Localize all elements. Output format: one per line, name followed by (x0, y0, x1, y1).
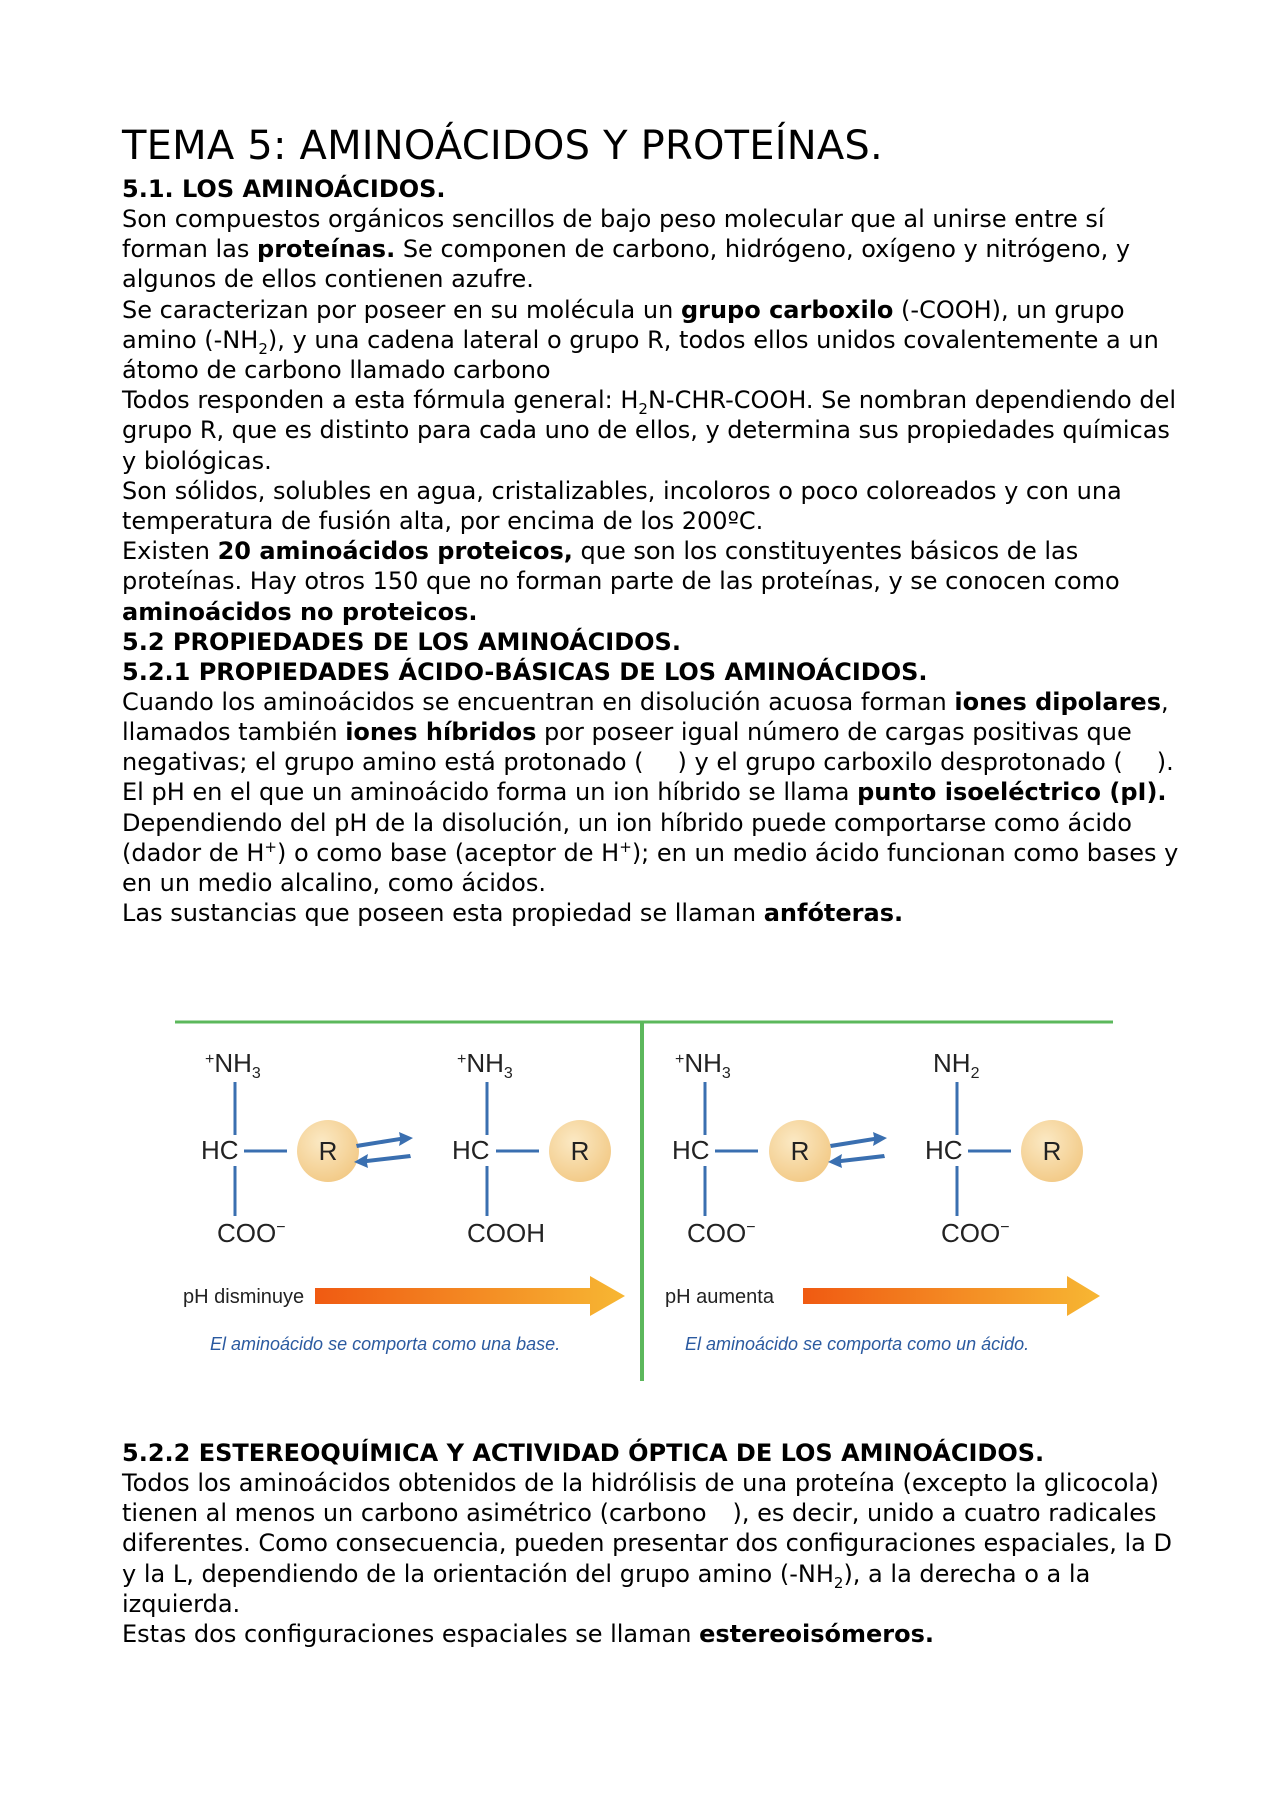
section-heading-5-2-1: 5.2.1 PROPIEDADES ÁCIDO-BÁSICAS DE LOS AMINOÁCIDOS. (122, 657, 928, 686)
left-molecule-2 (452, 1048, 545, 1248)
svg-text:HC: HC (672, 1135, 710, 1165)
left-r-label-1: R (318, 1136, 338, 1166)
left-equilibrium-arrows (354, 1132, 413, 1168)
document-page (122, 118, 1182, 928)
paragraph-10: Todos los aminoácidos obtenidos de la hidrólisis de una proteína (excepto la glicocola) tienen al menos un carbono asimétrico (carbono ), es decir, unido a cuatro radicales diferentes. Como consecuencia, pueden presentar dos configuraciones espaciales, la D y la L, dependiendo de la orientación del grupo amino $(-NH_2)$, a la derecha o a la izquierda. (122, 1469, 1172, 1618)
paragraph-8: Dependiendo del pH de la disolución, un ion híbrido puede comportarse como ácido (dador de H+) o como base (aceptor de H+); en un medio ácido funcionan como bases y en un medio alcalino, como ácidos. (122, 808, 1179, 898)
page-title: TEMA 5: AMINOÁCIDOS Y PROTEÍNAS. (122, 123, 883, 169)
paragraph-3: Todos responden a esta fórmula general: $H_2N-CHR$-COOH. Se nombran dependiendo del grupo R, que es distinto para cada uno de ellos, y determina sus propiedades químicas y biológicas. (122, 386, 1177, 475)
svg-text:NH2: $NH_2$ (933, 1048, 980, 1082)
paragraph-9: Las sustancias que poseen esta propiedad se llaman anfóteras. (122, 899, 904, 928)
right-r-label-2: R (1042, 1136, 1062, 1166)
svg-text:COO−: COO− (217, 1218, 286, 1248)
svg-text:+NH3: $^+NH_3$ (457, 1048, 513, 1082)
paragraph-5: Existen 20 aminoácidos proteicos, que son los constituyentes básicos de las proteínas. Hay otros 150 que no forman parte de las proteínas, y se conocen como aminoácidos no proteicos. (122, 537, 1120, 626)
acid-base-diagram (175, 1020, 1113, 1381)
paragraph-6: Cuando los aminoácidos se encuentran en disolución acuosa forman iones dipolares, llamados también iones híbridos por poseer igual número de cargas positivas que negativas; el grupo amino está protonado ( ) y el grupo carboxilo desprotonado ( ). (122, 687, 1174, 777)
left-r-label-2: R (570, 1136, 590, 1166)
right-equilibrium-arrows (828, 1132, 887, 1168)
left-molecule-1 (201, 1048, 287, 1248)
svg-text:COOH: COOH (467, 1218, 545, 1248)
svg-text:HC: HC (201, 1135, 239, 1165)
right-r-label-1: R (790, 1136, 810, 1166)
svg-text:COO−: COO− (941, 1218, 1010, 1248)
paragraph-1: Son compuestos orgánicos sencillos de bajo peso molecular que al unirse entre sí forman las proteínas. Se componen de carbono, hidrógeno, oxígeno y nitrógeno, y algunos de ellos contienen azufre. (122, 205, 1131, 294)
right-caption: El aminoácido se comporta como un ácido. (685, 1334, 1030, 1354)
paragraph-2: Se caracterizan por poseer en su molécula un grupo carboxilo (-COOH), un grupo amino $(-NH_2)$, y una cadena lateral o grupo R, todos ellos unidos covalentemente a un átomo de carbono llamado carbono (122, 295, 1159, 385)
svg-text:HC: HC (452, 1135, 490, 1165)
right-ph-label: pH aumenta (665, 1286, 774, 1308)
section-heading-5-2-2: 5.2.2 ESTEREOQUÍMICA Y ACTIVIDAD ÓPTICA DE LOS AMINOÁCIDOS. (122, 1439, 1045, 1467)
section-5-2-2 (122, 1438, 1182, 1649)
svg-text:+NH3: $^+NH_3$ (675, 1048, 731, 1082)
svg-text:+NH3: $^+NH_3$ (205, 1048, 261, 1082)
svg-text:HC: HC (925, 1135, 963, 1165)
section-heading-5-2: 5.2 PROPIEDADES DE LOS AMINOÁCIDOS. (122, 627, 681, 656)
right-ph-arrow (803, 1276, 1100, 1316)
left-ph-label: pH disminuye (183, 1286, 305, 1308)
paragraph-4: Son sólidos, solubles en agua, cristalizables, incoloros o poco coloreados y con una temperatura de fusión alta, por encima de los 200ºC. (122, 476, 1122, 536)
paragraph-11: Estas dos configuraciones espaciales se llaman estereoisómeros. (122, 1620, 935, 1649)
left-ph-arrow (315, 1276, 625, 1316)
left-caption: El aminoácido se comporta como una base. (210, 1334, 561, 1354)
svg-text:COO−: COO− (687, 1218, 756, 1248)
right-molecule-2 (925, 1048, 1011, 1248)
right-molecule-1 (672, 1048, 758, 1248)
acid-base-figure (175, 1020, 1113, 1381)
section-heading-5-1: 5.1. LOS AMINOÁCIDOS. (122, 175, 446, 203)
paragraph-7: El pH en el que un aminoácido forma un ion híbrido se llama punto isoeléctrico (pI). (122, 778, 1167, 807)
